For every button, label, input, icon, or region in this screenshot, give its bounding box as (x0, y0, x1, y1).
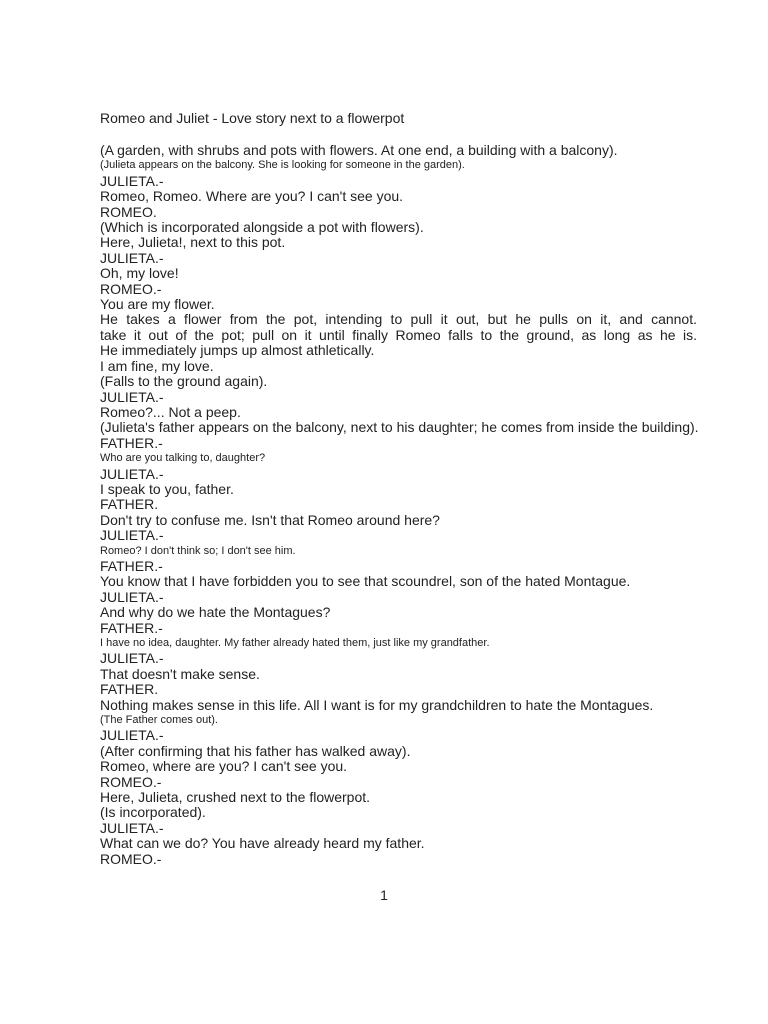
narration-line: take it out of the pot; pull on it until finally Romeo falls to the ground, as long as he is. (100, 326, 697, 343)
dialogue-line: I speak to you, father. (100, 480, 234, 497)
dialogue-line: You are my flower. (100, 296, 215, 313)
narration-line: He immediately jumps up almost athletically. (100, 342, 375, 359)
speaker-label: FATHER. (100, 496, 159, 513)
script-body (100, 143, 697, 867)
speaker-label: JULIETA.- (100, 249, 164, 266)
dialogue-line: Here, Julieta, crushed next to the flowerpot. (100, 789, 371, 806)
dialogue-line: I am fine, my love. (100, 357, 214, 374)
dialogue-line: And why do we hate the Montagues? (100, 604, 331, 621)
stage-direction: (After confirming that his father has walked away). (100, 742, 411, 759)
speaker-label: FATHER.- (100, 619, 163, 636)
speaker-label: JULIETA.- (100, 650, 164, 667)
stage-direction: (Is incorporated). (100, 804, 206, 821)
dialogue-line: Nothing makes sense in this life. All I want is for my grandchildren to hate the Montagues. (100, 696, 654, 713)
speaker-label: FATHER.- (100, 434, 163, 451)
dialogue-line: Romeo, Romeo. Where are you? I can't see you. (100, 188, 404, 205)
speaker-label: JULIETA.- (100, 172, 164, 189)
dialogue-line-small: Who are you talking to, daughter? (100, 452, 266, 465)
speaker-label: JULIETA.- (100, 819, 164, 836)
dialogue-line: Oh, my love! (100, 265, 179, 282)
speaker-label: ROMEO.- (100, 280, 162, 297)
speaker-label: JULIETA.- (100, 727, 164, 744)
stage-direction: (Falls to the ground again). (100, 373, 268, 390)
dialogue-line: Here, Julieta!, next to this pot. (100, 234, 286, 251)
speaker-label: JULIETA.- (100, 465, 164, 482)
document-title: Romeo and Juliet - Love story next to a flowerpot (100, 110, 405, 126)
speaker-label: FATHER.- (100, 557, 163, 574)
dialogue-line: Romeo, where are you? I can't see you. (100, 758, 348, 775)
stage-direction-small: (Julieta appears on the balcony. She is looking for someone in the garden). (100, 159, 465, 172)
speaker-label: ROMEO.- (100, 773, 162, 790)
dialogue-line-small: I have no idea, daughter. My father already hated them, just like my grandfather. (100, 637, 490, 649)
speaker-label: FATHER. (100, 681, 159, 698)
stage-direction: (A garden, with shrubs and pots with flowers. At one end, a building with a balcony). (100, 142, 618, 158)
stage-direction: (Which is incorporated alongside a pot with flowers). (100, 219, 424, 236)
speaker-label: JULIETA.- (100, 588, 164, 605)
speaker-label: JULIETA.- (100, 388, 164, 405)
dialogue-line: Romeo?... Not a peep. (100, 403, 241, 420)
speaker-label: JULIETA.- (100, 527, 164, 544)
stage-direction: (Julieta's father appears on the balcony, next to his daughter; he comes from inside the building). (100, 419, 699, 436)
narration-line: He takes a flower from the pot, intending to pull it out, but he pulls on it, and cannot. (100, 311, 697, 328)
stage-direction-small: (The Father comes out). (100, 714, 218, 727)
speaker-label: ROMEO. (100, 203, 157, 220)
dialogue-line: That doesn't make sense. (100, 665, 260, 682)
dialogue-line: Don't try to confuse me. Isn't that Romeo around here? (100, 511, 440, 528)
dialogue-line-small: Romeo? I don't think so; I don't see him. (100, 544, 296, 557)
dialogue-line: What can we do? You have already heard my father. (100, 835, 425, 852)
dialogue-line: You know that I have forbidden you to see that scoundrel, son of the hated Montague. (100, 573, 631, 590)
speaker-label: ROMEO.- (100, 850, 162, 867)
page-number: 1 (380, 887, 388, 903)
